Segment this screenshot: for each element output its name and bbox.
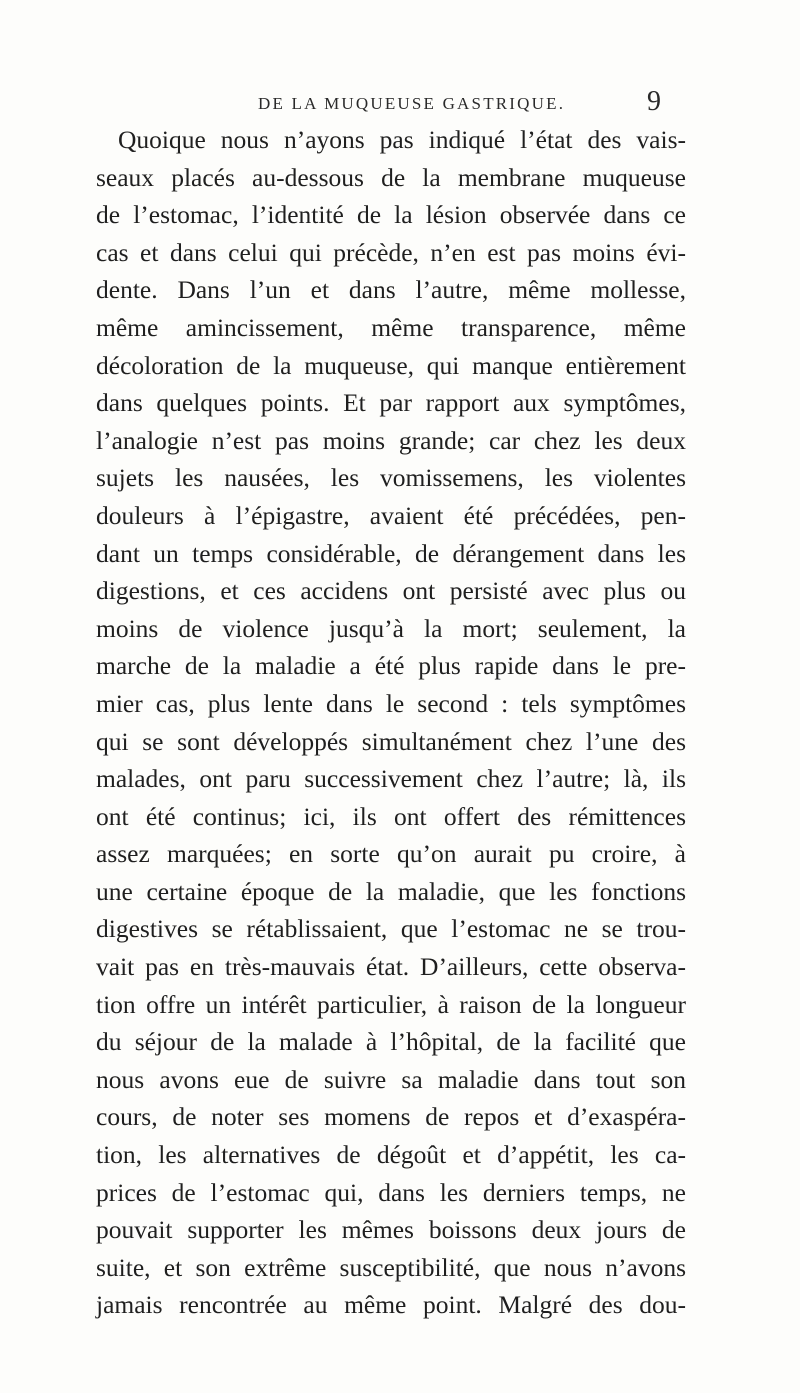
text-line: dans quelques points. Et par rapport aux symptômes, [96, 388, 686, 418]
text-line: jamais rencontrée au même point. Malgré des dou- [96, 1290, 686, 1320]
text-line: sujets les nausées, les vomissemens, les violentes [96, 463, 686, 493]
text-line: prices de l’estomac qui, dans les derniers temps, ne [96, 1177, 686, 1207]
text-line: même amincissement, même transparence, même [96, 312, 686, 342]
text-line: nous avons eue de suivre sa maladie dans tout son [96, 1064, 686, 1094]
running-header: DE LA MUQUEUSE GASTRIQUE. [258, 94, 566, 113]
text-line: moins de violence jusqu’à la mort; seulement, la [96, 613, 686, 643]
text-line: décoloration de la muqueuse, qui manque entièrement [96, 350, 686, 380]
text-line: marche de la maladie a été plus rapide dans le pre- [96, 651, 686, 681]
body-paragraph [96, 121, 686, 1324]
text-line: digestions, et ces accidens ont persisté avec plus ou [96, 576, 686, 606]
text-line: cas et dans celui qui précède, n’en est pas moins évi- [96, 237, 686, 267]
text-line: digestives se rétablissaient, que l’estomac ne se trou- [96, 914, 686, 944]
text-line: douleurs à l’épigastre, avaient été précédées, pen- [96, 500, 686, 530]
text-line: une certaine époque de la maladie, que les fonctions [96, 876, 686, 906]
text-line: seaux placés au-dessous de la membrane muqueuse [96, 162, 686, 192]
text-line: malades, ont paru successivement chez l’autre; là, ils [96, 764, 686, 794]
text-line: mier cas, plus lente dans le second : tels symptômes [96, 688, 686, 718]
text-line: assez marquées; en sorte qu’on aurait pu croire, à [96, 839, 686, 869]
text-line: pouvait supporter les mêmes boissons deux jours de [96, 1215, 686, 1245]
text-line: ont été continus; ici, ils ont offert des rémittences [96, 801, 686, 831]
text-line: l’analogie n’est pas moins grande; car chez les deux [96, 425, 686, 455]
text-line: du séjour de la malade à l’hôpital, de la facilité que [96, 1027, 686, 1057]
text-line: cours, de noter ses momens de repos et d’exaspéra- [96, 1102, 686, 1132]
text-line: tion, les alternatives de dégoût et d’appétit, les ca- [96, 1140, 686, 1170]
page-number: 9 [647, 86, 661, 117]
text-line: de l’estomac, l’identité de la lésion observée dans ce [96, 200, 686, 230]
text-line: tion offre un intérêt particulier, à raison de la longueur [96, 989, 686, 1019]
text-line: vait pas en très-mauvais état. D’ailleurs, cette observa- [96, 952, 686, 982]
text-line: qui se sont développés simultanément chez l’une des [96, 726, 686, 756]
text-line: Quoique nous n’ayons pas indiqué l’état des vais- [118, 125, 686, 154]
text-line: suite, et son extrême susceptibilité, que nous n’avons [96, 1252, 686, 1282]
text-line: dant un temps considérable, de dérangement dans les [96, 538, 686, 568]
text-line: dente. Dans l’un et dans l’autre, même mollesse, [96, 275, 686, 305]
